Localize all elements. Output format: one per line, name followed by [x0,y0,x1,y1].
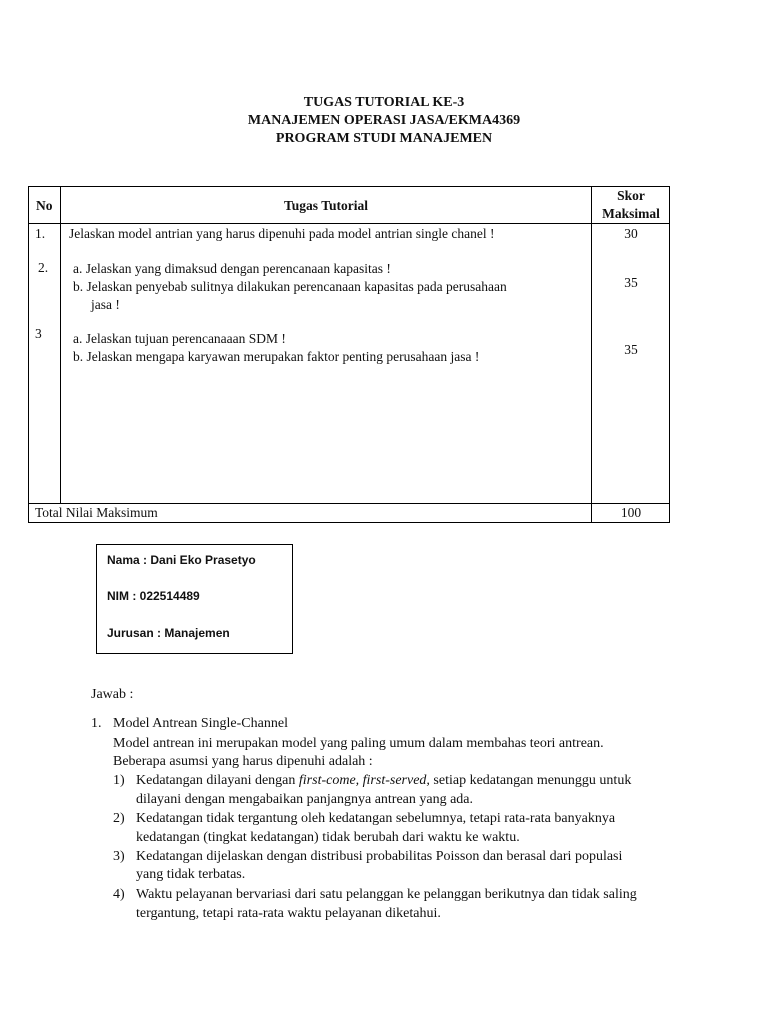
assumption-1-pre: Kedatangan dilayani dengan [136,773,299,788]
row-3-no: 3 [35,326,42,341]
table-border-top [28,186,670,187]
assumption-1-line-1 [136,772,631,790]
row-2-task-b: b. Jelaskan penyebab sulitnya dilakukan perencanaan kapasitas pada perusahaan [73,279,507,294]
assumption-3-line-1: Kedatangan dijelaskan dengan distribusi probabilitas Poisson dan berasal dari populasi [136,849,623,864]
row-3-score: 35 [624,342,638,357]
assumption-1-number: 1) [113,773,125,788]
course-title: MANAJEMEN OPERASI JASA/EKMA4369 [247,113,521,128]
total-value: 100 [620,505,642,520]
assumption-1-post: setiap kedatangan menunggu untuk [429,773,632,788]
col-header-score-1: Skor [617,188,645,203]
assumption-4-line-1: Waktu pelayanan bervariasi dari satu pelanggan ke pelanggan berikutnya dan tidak saling [136,887,637,902]
answer-intro-line-2: Beberapa asumsi yang harus dipenuhi adalah : [113,754,373,769]
table-col-divider-1 [60,186,61,504]
answer-intro-line-1: Model antrean ini merupakan model yang paling umum dalam membahas teori antrean. [113,736,604,751]
student-nim: NIM : 022514489 [107,589,200,603]
assumption-4-number: 4) [113,887,125,902]
table-border-left [28,186,29,523]
doc-title: TUGAS TUTORIAL KE-3 [303,95,465,110]
student-name: Nama : Dani Eko Prasetyo [107,553,256,567]
table-header-divider [28,223,670,224]
assumption-3-line-2: yang tidak terbatas. [136,867,246,882]
row-2-task-a: a. Jelaskan yang dimaksud dengan perencanaan kapasitas ! [73,261,391,276]
row-3-task-a: a. Jelaskan tujuan perencanaaan SDM ! [73,331,286,346]
program-title: PROGRAM STUDI MANAJEMEN [275,131,493,146]
row-2-score: 35 [624,275,638,290]
assumption-1-line-2: dilayani dengan mengabaikan panjangnya antrean yang ada. [136,792,474,807]
table-border-bottom [28,522,670,523]
assumption-2-line-1: Kedatangan tidak tergantung oleh kedatangan sebelumnya, tetapi rata-rata banyaknya [136,811,616,826]
row-1-score: 30 [624,226,638,241]
col-header-score-2: Maksimal [602,206,660,221]
assumption-4-line-2: tergantung, tetapi rata-rata waktu pelayanan diketahui. [136,906,441,921]
row-2-no: 2. [38,260,49,275]
assumption-2-line-2: kedatangan (tingkat kedatangan) tidak berubah dari waktu ke waktu. [136,830,520,845]
row-2-task-b-cont: jasa ! [91,297,120,312]
student-major: Jurusan : Manajemen [107,626,230,640]
assumption-1-emphasis: first-come, first-served, [298,773,430,788]
answer-item-1-title: Model Antrean Single-Channel [113,716,288,731]
total-label: Total Nilai Maksimum [35,505,158,520]
row-1-task: Jelaskan model antrian yang harus dipenuhi pada model antrian single chanel ! [69,226,495,241]
col-header-no: No [36,198,53,213]
answer-label: Jawab : [91,687,134,702]
answer-item-1-number: 1. [91,716,102,731]
student-identity-box [96,544,293,654]
tutorial-table [28,186,670,523]
col-header-task: Tugas Tutorial [284,198,368,213]
row-1-no: 1. [35,226,46,241]
row-3-task-b: b. Jelaskan mengapa karyawan merupakan faktor penting perusahaan jasa ! [73,349,480,364]
assumption-2-number: 2) [113,811,125,826]
assumption-3-number: 3) [113,849,125,864]
